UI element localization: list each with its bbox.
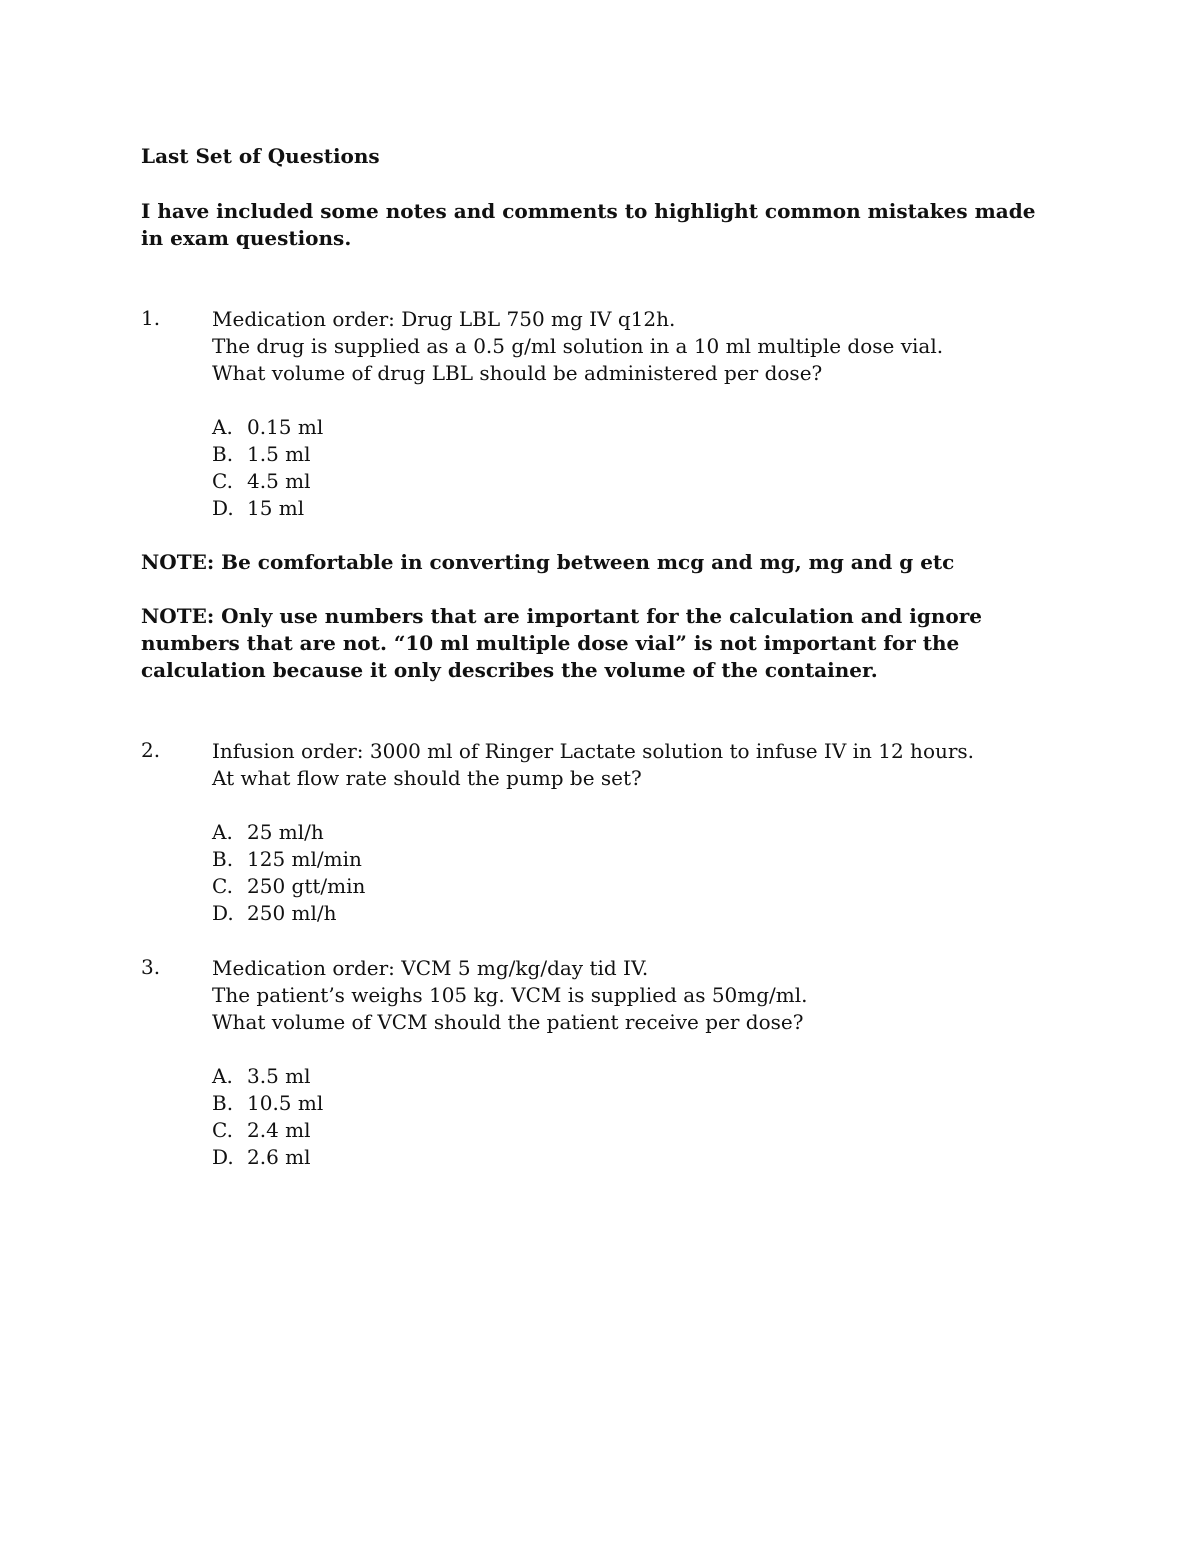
answer-option — [212, 441, 1061, 468]
option-letter: A. — [212, 820, 233, 844]
question-line: At what flow rate should the pump be set? — [212, 766, 642, 790]
option-text: 2.4 ml — [247, 1118, 311, 1142]
answer-option — [212, 846, 1061, 873]
option-letter: C. — [212, 874, 233, 898]
answer-option — [212, 1144, 1061, 1171]
question-line: What volume of drug LBL should be administered per dose? — [212, 361, 823, 385]
answer-option — [212, 414, 1061, 441]
question-2 — [141, 738, 1061, 927]
answer-options — [212, 414, 1061, 522]
answer-option — [212, 1090, 1061, 1117]
question-number: 1. — [141, 306, 161, 330]
answer-option — [212, 1063, 1061, 1090]
option-text: 0.15 ml — [247, 415, 324, 439]
option-letter: D. — [212, 1145, 234, 1169]
question-number: 3. — [141, 955, 161, 979]
option-letter: C. — [212, 469, 233, 493]
answer-options — [212, 1063, 1061, 1171]
option-text: 2.6 ml — [247, 1145, 311, 1169]
option-text: 1.5 ml — [247, 442, 311, 466]
question-1 — [141, 306, 1061, 522]
answer-option — [212, 468, 1061, 495]
note-important-numbers: NOTE: Only use numbers that are important for the calculation and ignore numbers that are not. “10 ml multiple dose vial” is not important for the calculation because it only describes the volume of the container. — [141, 604, 982, 682]
option-letter: A. — [212, 415, 233, 439]
question-3 — [141, 955, 1061, 1171]
option-text: 4.5 ml — [247, 469, 311, 493]
option-text: 250 gtt/min — [247, 874, 366, 898]
option-text: 3.5 ml — [247, 1064, 311, 1088]
question-number: 2. — [141, 738, 161, 762]
question-line: Infusion order: 3000 ml of Ringer Lactate solution to infuse IV in 12 hours. — [212, 739, 975, 763]
option-letter: D. — [212, 901, 234, 925]
question-line: What volume of VCM should the patient receive per dose? — [212, 1010, 804, 1034]
option-text: 10.5 ml — [247, 1091, 324, 1115]
answer-option — [212, 819, 1061, 846]
question-line: The patient’s weighs 105 kg. VCM is supplied as 50mg/ml. — [212, 983, 808, 1007]
answer-option — [212, 1117, 1061, 1144]
option-text: 25 ml/h — [247, 820, 324, 844]
option-text: 125 ml/min — [247, 847, 362, 871]
question-line: Medication order: Drug LBL 750 mg IV q12h. — [212, 307, 676, 331]
option-letter: B. — [212, 442, 234, 466]
option-text: 250 ml/h — [247, 901, 337, 925]
option-letter: A. — [212, 1064, 233, 1088]
option-letter: B. — [212, 1091, 234, 1115]
note-conversion: NOTE: Be comfortable in converting between mcg and mg, mg and g etc — [141, 550, 955, 574]
question-line: Medication order: VCM 5 mg/kg/day tid IV. — [212, 956, 649, 980]
option-letter: C. — [212, 1118, 233, 1142]
answer-option — [212, 873, 1061, 900]
intro-paragraph: I have included some notes and comments to highlight common mistakes made in exam questions. — [141, 199, 1036, 250]
answer-options — [212, 819, 1061, 927]
answer-option — [212, 495, 1061, 522]
option-text: 15 ml — [247, 496, 305, 520]
answer-option — [212, 900, 1061, 927]
question-line: The drug is supplied as a 0.5 g/ml solution in a 10 ml multiple dose vial. — [212, 334, 944, 358]
option-letter: B. — [212, 847, 234, 871]
page-title: Last Set of Questions — [141, 144, 380, 168]
option-letter: D. — [212, 496, 234, 520]
